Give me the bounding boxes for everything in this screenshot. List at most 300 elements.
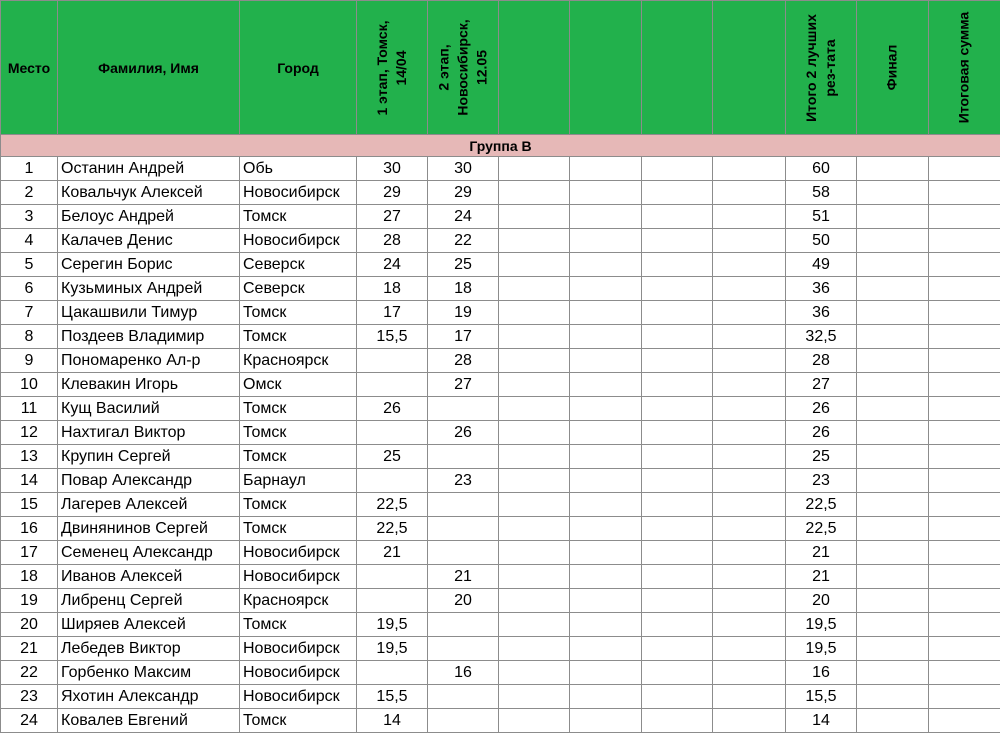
empty-cell[interactable] bbox=[499, 589, 570, 613]
empty-cell[interactable] bbox=[642, 277, 713, 301]
stage2-cell[interactable]: 25 bbox=[428, 253, 499, 277]
best2-cell[interactable]: 22,5 bbox=[786, 493, 857, 517]
name-cell[interactable]: Двинянинов Сергей bbox=[58, 517, 240, 541]
empty-cell[interactable] bbox=[713, 613, 786, 637]
city-cell[interactable]: Красноярск bbox=[240, 589, 357, 613]
total-cell[interactable] bbox=[929, 229, 1000, 253]
final-cell[interactable] bbox=[857, 205, 929, 229]
place-cell[interactable]: 9 bbox=[1, 349, 58, 373]
final-cell[interactable] bbox=[857, 325, 929, 349]
empty-cell[interactable] bbox=[570, 229, 642, 253]
final-cell[interactable] bbox=[857, 229, 929, 253]
best2-cell[interactable]: 19,5 bbox=[786, 637, 857, 661]
empty-cell[interactable] bbox=[570, 181, 642, 205]
stage2-cell[interactable] bbox=[428, 685, 499, 709]
place-cell[interactable]: 2 bbox=[1, 181, 58, 205]
empty-cell[interactable] bbox=[570, 541, 642, 565]
stage2-cell[interactable] bbox=[428, 541, 499, 565]
best2-cell[interactable]: 15,5 bbox=[786, 685, 857, 709]
empty-cell[interactable] bbox=[713, 469, 786, 493]
total-cell[interactable] bbox=[929, 469, 1000, 493]
stage1-cell[interactable]: 14 bbox=[357, 709, 428, 733]
empty-cell[interactable] bbox=[713, 661, 786, 685]
empty-cell[interactable] bbox=[713, 253, 786, 277]
empty-cell[interactable] bbox=[499, 301, 570, 325]
stage1-cell[interactable] bbox=[357, 589, 428, 613]
best2-cell[interactable]: 20 bbox=[786, 589, 857, 613]
place-cell[interactable]: 21 bbox=[1, 637, 58, 661]
empty-cell[interactable] bbox=[713, 589, 786, 613]
empty-cell[interactable] bbox=[499, 517, 570, 541]
city-cell[interactable]: Новосибирск bbox=[240, 229, 357, 253]
empty-cell[interactable] bbox=[499, 709, 570, 733]
empty-cell[interactable] bbox=[570, 397, 642, 421]
stage1-cell[interactable]: 19,5 bbox=[357, 637, 428, 661]
name-cell[interactable]: Клевакин Игорь bbox=[58, 373, 240, 397]
final-cell[interactable] bbox=[857, 181, 929, 205]
empty-cell[interactable] bbox=[570, 205, 642, 229]
empty-cell[interactable] bbox=[713, 277, 786, 301]
best2-cell[interactable]: 51 bbox=[786, 205, 857, 229]
total-cell[interactable] bbox=[929, 565, 1000, 589]
empty-cell[interactable] bbox=[642, 157, 713, 181]
place-cell[interactable]: 13 bbox=[1, 445, 58, 469]
name-cell[interactable]: Кузьминых Андрей bbox=[58, 277, 240, 301]
name-cell[interactable]: Либренц Сергей bbox=[58, 589, 240, 613]
final-cell[interactable] bbox=[857, 397, 929, 421]
best2-cell[interactable]: 49 bbox=[786, 253, 857, 277]
stage1-cell[interactable]: 18 bbox=[357, 277, 428, 301]
name-cell[interactable]: Крупин Сергей bbox=[58, 445, 240, 469]
place-cell[interactable]: 17 bbox=[1, 541, 58, 565]
stage1-cell[interactable]: 25 bbox=[357, 445, 428, 469]
place-cell[interactable]: 7 bbox=[1, 301, 58, 325]
total-cell[interactable] bbox=[929, 205, 1000, 229]
empty-cell[interactable] bbox=[642, 469, 713, 493]
stage2-cell[interactable] bbox=[428, 517, 499, 541]
stage2-cell[interactable] bbox=[428, 397, 499, 421]
city-cell[interactable]: Томск bbox=[240, 709, 357, 733]
stage2-cell[interactable]: 29 bbox=[428, 181, 499, 205]
empty-cell[interactable] bbox=[642, 445, 713, 469]
city-cell[interactable]: Омск bbox=[240, 373, 357, 397]
total-cell[interactable] bbox=[929, 157, 1000, 181]
empty-cell[interactable] bbox=[499, 229, 570, 253]
city-cell[interactable]: Томск bbox=[240, 397, 357, 421]
empty-cell[interactable] bbox=[642, 685, 713, 709]
empty-cell[interactable] bbox=[713, 349, 786, 373]
best2-cell[interactable]: 23 bbox=[786, 469, 857, 493]
name-cell[interactable]: Яхотин Александр bbox=[58, 685, 240, 709]
city-cell[interactable]: Новосибирск bbox=[240, 637, 357, 661]
best2-cell[interactable]: 32,5 bbox=[786, 325, 857, 349]
total-cell[interactable] bbox=[929, 253, 1000, 277]
stage2-cell[interactable]: 30 bbox=[428, 157, 499, 181]
empty-cell[interactable] bbox=[570, 493, 642, 517]
empty-cell[interactable] bbox=[642, 301, 713, 325]
empty-cell[interactable] bbox=[499, 637, 570, 661]
final-cell[interactable] bbox=[857, 157, 929, 181]
empty-cell[interactable] bbox=[499, 685, 570, 709]
final-cell[interactable] bbox=[857, 613, 929, 637]
total-cell[interactable] bbox=[929, 421, 1000, 445]
place-cell[interactable]: 10 bbox=[1, 373, 58, 397]
final-cell[interactable] bbox=[857, 421, 929, 445]
empty-cell[interactable] bbox=[570, 661, 642, 685]
name-cell[interactable]: Горбенко Максим bbox=[58, 661, 240, 685]
place-cell[interactable]: 23 bbox=[1, 685, 58, 709]
header-city[interactable]: Город bbox=[240, 1, 357, 135]
empty-cell[interactable] bbox=[713, 565, 786, 589]
header-place[interactable]: Место bbox=[1, 1, 58, 135]
empty-cell[interactable] bbox=[499, 541, 570, 565]
best2-cell[interactable]: 36 bbox=[786, 277, 857, 301]
empty-cell[interactable] bbox=[570, 253, 642, 277]
final-cell[interactable] bbox=[857, 709, 929, 733]
best2-cell[interactable]: 25 bbox=[786, 445, 857, 469]
stage1-cell[interactable]: 27 bbox=[357, 205, 428, 229]
final-cell[interactable] bbox=[857, 493, 929, 517]
city-cell[interactable]: Томск bbox=[240, 421, 357, 445]
stage1-cell[interactable]: 15,5 bbox=[357, 325, 428, 349]
name-cell[interactable]: Ковалев Евгений bbox=[58, 709, 240, 733]
stage2-cell[interactable] bbox=[428, 493, 499, 517]
empty-cell[interactable] bbox=[642, 541, 713, 565]
header-empty-2[interactable] bbox=[570, 1, 642, 135]
empty-cell[interactable] bbox=[713, 517, 786, 541]
empty-cell[interactable] bbox=[642, 205, 713, 229]
empty-cell[interactable] bbox=[642, 493, 713, 517]
empty-cell[interactable] bbox=[499, 349, 570, 373]
empty-cell[interactable] bbox=[570, 565, 642, 589]
empty-cell[interactable] bbox=[570, 325, 642, 349]
city-cell[interactable]: Томск bbox=[240, 301, 357, 325]
stage2-cell[interactable]: 22 bbox=[428, 229, 499, 253]
final-cell[interactable] bbox=[857, 277, 929, 301]
empty-cell[interactable] bbox=[570, 637, 642, 661]
city-cell[interactable]: Томск bbox=[240, 325, 357, 349]
empty-cell[interactable] bbox=[570, 301, 642, 325]
stage1-cell[interactable]: 19,5 bbox=[357, 613, 428, 637]
name-cell[interactable]: Кущ Василий bbox=[58, 397, 240, 421]
empty-cell[interactable] bbox=[713, 157, 786, 181]
empty-cell[interactable] bbox=[713, 301, 786, 325]
stage2-cell[interactable]: 21 bbox=[428, 565, 499, 589]
empty-cell[interactable] bbox=[499, 493, 570, 517]
header-stage2[interactable] bbox=[428, 1, 499, 135]
place-cell[interactable]: 4 bbox=[1, 229, 58, 253]
empty-cell[interactable] bbox=[499, 157, 570, 181]
place-cell[interactable]: 24 bbox=[1, 709, 58, 733]
empty-cell[interactable] bbox=[642, 181, 713, 205]
best2-cell[interactable]: 58 bbox=[786, 181, 857, 205]
name-cell[interactable]: Лагерев Алексей bbox=[58, 493, 240, 517]
place-cell[interactable]: 20 bbox=[1, 613, 58, 637]
place-cell[interactable]: 19 bbox=[1, 589, 58, 613]
header-final[interactable] bbox=[857, 1, 929, 135]
place-cell[interactable]: 12 bbox=[1, 421, 58, 445]
empty-cell[interactable] bbox=[499, 205, 570, 229]
empty-cell[interactable] bbox=[642, 229, 713, 253]
empty-cell[interactable] bbox=[713, 181, 786, 205]
total-cell[interactable] bbox=[929, 637, 1000, 661]
place-cell[interactable]: 14 bbox=[1, 469, 58, 493]
name-cell[interactable]: Нахтигал Виктор bbox=[58, 421, 240, 445]
name-cell[interactable]: Пономаренко Ал-р bbox=[58, 349, 240, 373]
empty-cell[interactable] bbox=[713, 541, 786, 565]
final-cell[interactable] bbox=[857, 349, 929, 373]
place-cell[interactable]: 5 bbox=[1, 253, 58, 277]
empty-cell[interactable] bbox=[642, 637, 713, 661]
header-total[interactable] bbox=[929, 1, 1000, 135]
name-cell[interactable]: Останин Андрей bbox=[58, 157, 240, 181]
name-cell[interactable]: Ковальчук Алексей bbox=[58, 181, 240, 205]
best2-cell[interactable]: 27 bbox=[786, 373, 857, 397]
stage2-cell[interactable] bbox=[428, 637, 499, 661]
city-cell[interactable]: Новосибирск bbox=[240, 565, 357, 589]
final-cell[interactable] bbox=[857, 661, 929, 685]
city-cell[interactable]: Томск bbox=[240, 613, 357, 637]
final-cell[interactable] bbox=[857, 685, 929, 709]
best2-cell[interactable]: 21 bbox=[786, 541, 857, 565]
empty-cell[interactable] bbox=[570, 373, 642, 397]
final-cell[interactable] bbox=[857, 517, 929, 541]
stage2-cell[interactable] bbox=[428, 709, 499, 733]
stage2-cell[interactable] bbox=[428, 613, 499, 637]
empty-cell[interactable] bbox=[713, 229, 786, 253]
name-cell[interactable]: Ширяев Алексей bbox=[58, 613, 240, 637]
stage1-cell[interactable] bbox=[357, 349, 428, 373]
best2-cell[interactable]: 60 bbox=[786, 157, 857, 181]
stage2-cell[interactable]: 26 bbox=[428, 421, 499, 445]
best2-cell[interactable]: 26 bbox=[786, 397, 857, 421]
stage1-cell[interactable]: 30 bbox=[357, 157, 428, 181]
final-cell[interactable] bbox=[857, 445, 929, 469]
header-empty-4[interactable] bbox=[713, 1, 786, 135]
total-cell[interactable] bbox=[929, 277, 1000, 301]
header-stage1[interactable] bbox=[357, 1, 428, 135]
total-cell[interactable] bbox=[929, 589, 1000, 613]
empty-cell[interactable] bbox=[499, 421, 570, 445]
name-cell[interactable]: Повар Александр bbox=[58, 469, 240, 493]
total-cell[interactable] bbox=[929, 349, 1000, 373]
stage1-cell[interactable]: 15,5 bbox=[357, 685, 428, 709]
name-cell[interactable]: Калачев Денис bbox=[58, 229, 240, 253]
empty-cell[interactable] bbox=[499, 181, 570, 205]
name-cell[interactable]: Белоус Андрей bbox=[58, 205, 240, 229]
empty-cell[interactable] bbox=[713, 445, 786, 469]
empty-cell[interactable] bbox=[713, 397, 786, 421]
empty-cell[interactable] bbox=[642, 661, 713, 685]
stage1-cell[interactable]: 29 bbox=[357, 181, 428, 205]
empty-cell[interactable] bbox=[499, 565, 570, 589]
stage2-cell[interactable]: 17 bbox=[428, 325, 499, 349]
stage2-cell[interactable]: 20 bbox=[428, 589, 499, 613]
best2-cell[interactable]: 26 bbox=[786, 421, 857, 445]
stage1-cell[interactable]: 22,5 bbox=[357, 517, 428, 541]
stage1-cell[interactable] bbox=[357, 469, 428, 493]
stage2-cell[interactable]: 16 bbox=[428, 661, 499, 685]
header-best2[interactable] bbox=[786, 1, 857, 135]
empty-cell[interactable] bbox=[713, 637, 786, 661]
stage1-cell[interactable]: 22,5 bbox=[357, 493, 428, 517]
empty-cell[interactable] bbox=[499, 373, 570, 397]
empty-cell[interactable] bbox=[570, 709, 642, 733]
total-cell[interactable] bbox=[929, 613, 1000, 637]
stage2-cell[interactable]: 19 bbox=[428, 301, 499, 325]
total-cell[interactable] bbox=[929, 709, 1000, 733]
final-cell[interactable] bbox=[857, 373, 929, 397]
total-cell[interactable] bbox=[929, 541, 1000, 565]
final-cell[interactable] bbox=[857, 589, 929, 613]
place-cell[interactable]: 22 bbox=[1, 661, 58, 685]
stage2-cell[interactable]: 18 bbox=[428, 277, 499, 301]
city-cell[interactable]: Новосибирск bbox=[240, 181, 357, 205]
city-cell[interactable]: Томск bbox=[240, 205, 357, 229]
stage1-cell[interactable]: 17 bbox=[357, 301, 428, 325]
group-label[interactable]: Группа В bbox=[1, 135, 1000, 157]
empty-cell[interactable] bbox=[713, 709, 786, 733]
empty-cell[interactable] bbox=[499, 277, 570, 301]
final-cell[interactable] bbox=[857, 637, 929, 661]
name-cell[interactable]: Поздеев Владимир bbox=[58, 325, 240, 349]
empty-cell[interactable] bbox=[499, 445, 570, 469]
empty-cell[interactable] bbox=[642, 517, 713, 541]
name-cell[interactable]: Серегин Борис bbox=[58, 253, 240, 277]
empty-cell[interactable] bbox=[499, 661, 570, 685]
total-cell[interactable] bbox=[929, 493, 1000, 517]
name-cell[interactable]: Иванов Алексей bbox=[58, 565, 240, 589]
header-empty-1[interactable] bbox=[499, 1, 570, 135]
empty-cell[interactable] bbox=[642, 373, 713, 397]
stage1-cell[interactable] bbox=[357, 661, 428, 685]
stage1-cell[interactable]: 21 bbox=[357, 541, 428, 565]
place-cell[interactable]: 1 bbox=[1, 157, 58, 181]
empty-cell[interactable] bbox=[642, 613, 713, 637]
city-cell[interactable]: Северск bbox=[240, 277, 357, 301]
place-cell[interactable]: 18 bbox=[1, 565, 58, 589]
empty-cell[interactable] bbox=[642, 325, 713, 349]
place-cell[interactable]: 15 bbox=[1, 493, 58, 517]
total-cell[interactable] bbox=[929, 445, 1000, 469]
empty-cell[interactable] bbox=[570, 613, 642, 637]
best2-cell[interactable]: 36 bbox=[786, 301, 857, 325]
empty-cell[interactable] bbox=[713, 325, 786, 349]
empty-cell[interactable] bbox=[642, 709, 713, 733]
city-cell[interactable]: Томск bbox=[240, 445, 357, 469]
best2-cell[interactable]: 19,5 bbox=[786, 613, 857, 637]
empty-cell[interactable] bbox=[713, 421, 786, 445]
final-cell[interactable] bbox=[857, 301, 929, 325]
total-cell[interactable] bbox=[929, 397, 1000, 421]
empty-cell[interactable] bbox=[570, 277, 642, 301]
empty-cell[interactable] bbox=[499, 469, 570, 493]
empty-cell[interactable] bbox=[570, 517, 642, 541]
total-cell[interactable] bbox=[929, 325, 1000, 349]
place-cell[interactable]: 8 bbox=[1, 325, 58, 349]
empty-cell[interactable] bbox=[499, 253, 570, 277]
empty-cell[interactable] bbox=[713, 205, 786, 229]
city-cell[interactable]: Обь bbox=[240, 157, 357, 181]
final-cell[interactable] bbox=[857, 565, 929, 589]
name-cell[interactable]: Семенец Александр bbox=[58, 541, 240, 565]
stage1-cell[interactable] bbox=[357, 373, 428, 397]
stage2-cell[interactable] bbox=[428, 445, 499, 469]
header-name[interactable]: Фамилия, Имя bbox=[58, 1, 240, 135]
total-cell[interactable] bbox=[929, 181, 1000, 205]
name-cell[interactable]: Цакашвили Тимур bbox=[58, 301, 240, 325]
best2-cell[interactable]: 28 bbox=[786, 349, 857, 373]
empty-cell[interactable] bbox=[642, 565, 713, 589]
best2-cell[interactable]: 50 bbox=[786, 229, 857, 253]
place-cell[interactable]: 6 bbox=[1, 277, 58, 301]
best2-cell[interactable]: 22,5 bbox=[786, 517, 857, 541]
stage2-cell[interactable]: 23 bbox=[428, 469, 499, 493]
empty-cell[interactable] bbox=[499, 397, 570, 421]
stage1-cell[interactable] bbox=[357, 421, 428, 445]
empty-cell[interactable] bbox=[570, 349, 642, 373]
stage1-cell[interactable] bbox=[357, 565, 428, 589]
final-cell[interactable] bbox=[857, 253, 929, 277]
stage1-cell[interactable]: 28 bbox=[357, 229, 428, 253]
empty-cell[interactable] bbox=[499, 325, 570, 349]
city-cell[interactable]: Северск bbox=[240, 253, 357, 277]
empty-cell[interactable] bbox=[570, 445, 642, 469]
place-cell[interactable]: 3 bbox=[1, 205, 58, 229]
city-cell[interactable]: Новосибирск bbox=[240, 661, 357, 685]
stage2-cell[interactable]: 28 bbox=[428, 349, 499, 373]
stage1-cell[interactable]: 26 bbox=[357, 397, 428, 421]
best2-cell[interactable]: 14 bbox=[786, 709, 857, 733]
empty-cell[interactable] bbox=[570, 589, 642, 613]
best2-cell[interactable]: 16 bbox=[786, 661, 857, 685]
city-cell[interactable]: Барнаул bbox=[240, 469, 357, 493]
total-cell[interactable] bbox=[929, 373, 1000, 397]
place-cell[interactable]: 11 bbox=[1, 397, 58, 421]
city-cell[interactable]: Томск bbox=[240, 493, 357, 517]
place-cell[interactable]: 16 bbox=[1, 517, 58, 541]
empty-cell[interactable] bbox=[713, 685, 786, 709]
city-cell[interactable]: Новосибирск bbox=[240, 685, 357, 709]
city-cell[interactable]: Новосибирск bbox=[240, 541, 357, 565]
header-empty-3[interactable] bbox=[642, 1, 713, 135]
total-cell[interactable] bbox=[929, 517, 1000, 541]
final-cell[interactable] bbox=[857, 469, 929, 493]
city-cell[interactable]: Красноярск bbox=[240, 349, 357, 373]
name-cell[interactable]: Лебедев Виктор bbox=[58, 637, 240, 661]
empty-cell[interactable] bbox=[713, 493, 786, 517]
empty-cell[interactable] bbox=[642, 349, 713, 373]
stage2-cell[interactable]: 27 bbox=[428, 373, 499, 397]
stage1-cell[interactable]: 24 bbox=[357, 253, 428, 277]
empty-cell[interactable] bbox=[570, 421, 642, 445]
empty-cell[interactable] bbox=[642, 589, 713, 613]
empty-cell[interactable] bbox=[642, 397, 713, 421]
empty-cell[interactable] bbox=[570, 157, 642, 181]
empty-cell[interactable] bbox=[642, 421, 713, 445]
empty-cell[interactable] bbox=[570, 469, 642, 493]
empty-cell[interactable] bbox=[570, 685, 642, 709]
stage2-cell[interactable]: 24 bbox=[428, 205, 499, 229]
total-cell[interactable] bbox=[929, 685, 1000, 709]
total-cell[interactable] bbox=[929, 301, 1000, 325]
empty-cell[interactable] bbox=[713, 373, 786, 397]
empty-cell[interactable] bbox=[499, 613, 570, 637]
empty-cell[interactable] bbox=[642, 253, 713, 277]
total-cell[interactable] bbox=[929, 661, 1000, 685]
city-cell[interactable]: Томск bbox=[240, 517, 357, 541]
best2-cell[interactable]: 21 bbox=[786, 565, 857, 589]
